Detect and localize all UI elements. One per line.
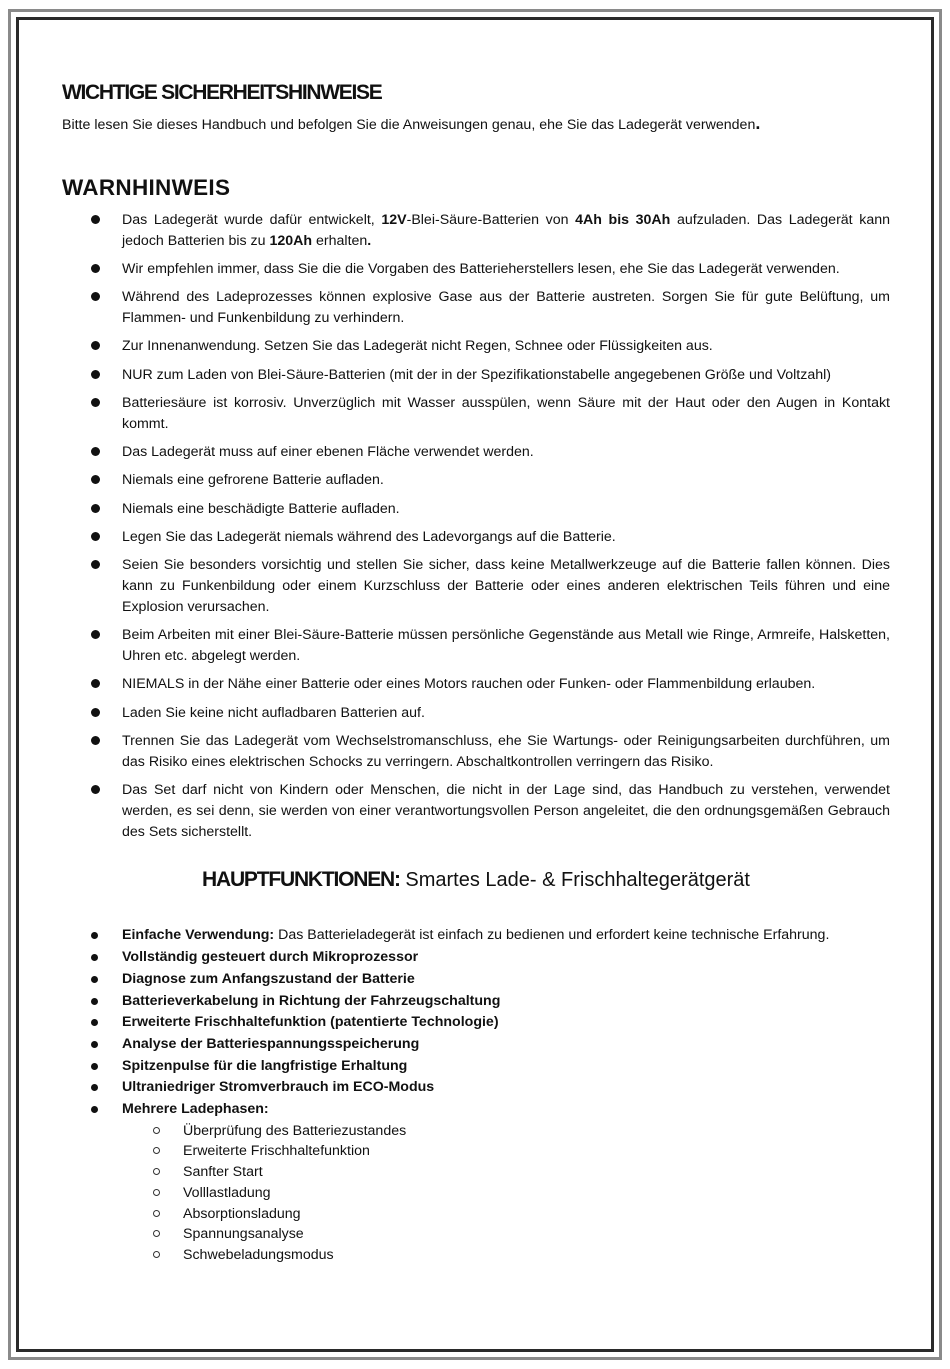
bullet-icon xyxy=(91,954,98,961)
bullet-icon xyxy=(91,932,98,939)
functions-title xyxy=(62,864,890,895)
list-item xyxy=(62,259,890,280)
list-item xyxy=(62,947,890,969)
list-item xyxy=(62,703,890,724)
warning-item-text: Batteriesäure ist korrosiv. Unverzüglich mit Wasser ausspülen, wenn Säure mit der Haut oder den Augen in Kontakt kommt. xyxy=(122,395,890,432)
bullet-icon xyxy=(91,708,100,717)
list-item xyxy=(62,1141,890,1162)
list-item xyxy=(62,1034,890,1056)
list-item xyxy=(62,287,890,329)
warning-title: WARNHINWEIS xyxy=(62,175,231,200)
phase-item-text: Schwebeladungsmodus xyxy=(183,1246,334,1263)
functions-list xyxy=(62,925,890,1265)
list-item xyxy=(62,1204,890,1225)
bullet-icon xyxy=(91,1063,98,1070)
phase-item-text: Sanfter Start xyxy=(183,1164,263,1181)
list-item xyxy=(62,555,890,617)
list-item xyxy=(62,731,890,773)
bullet-icon xyxy=(91,264,100,273)
circle-bullet-icon xyxy=(153,1189,160,1196)
function-item-text: Vollständig gesteuert durch Mikroprozessor xyxy=(122,949,419,966)
safety-title: WICHTIGE SICHERHEITSHINWEISE xyxy=(62,81,382,104)
circle-bullet-icon xyxy=(153,1168,160,1175)
bullet-icon xyxy=(91,1041,98,1048)
safety-intro-period: . xyxy=(755,113,761,133)
list-item xyxy=(62,470,890,491)
warning-item-text: Das Ladegerät muss auf einer ebenen Fläche verwendet werden. xyxy=(122,444,534,461)
phase-item-text: Überprüfung des Batteriezustandes xyxy=(183,1122,407,1139)
function-item-text: Ultraniedriger Stromverbrauch im ECO-Modus xyxy=(122,1079,435,1096)
bullet-icon xyxy=(91,1084,98,1091)
list-item xyxy=(62,1224,890,1245)
phase-item-text: Absorptionsladung xyxy=(183,1205,301,1222)
document-content xyxy=(62,80,890,1266)
circle-bullet-icon xyxy=(153,1230,160,1237)
warning-item-text: Zur Innenanwendung. Setzen Sie das Ladegerät nicht Regen, Schnee oder Flüssigkeiten aus. xyxy=(122,338,713,355)
function-first-rest: Das Batterieladegerät ist einfach zu bedienen und erfordert keine technische Erfahrung. xyxy=(274,927,830,944)
function-item-text: Erweiterte Frischhaltefunktion (patentierte Technologie) xyxy=(122,1014,499,1031)
warning-item-text: Trennen Sie das Ladegerät vom Wechselstromanschluss, ehe Sie Wartungs- oder Reinigungsarbeiten durchführen, um das Risiko eines elektrischen Schocks zu verringern. Abschaltkontrollen verringern das Risiko. xyxy=(122,732,890,770)
list-item xyxy=(62,780,890,842)
warning-item-text-g: erhalten xyxy=(312,232,368,249)
warning-item-text-a: Das Ladegerät wurde dafür entwickelt, xyxy=(122,212,382,228)
warning-item-text-c: -Blei-Säure-Batterien von xyxy=(406,212,576,228)
safety-intro-text: Bitte lesen Sie dieses Handbuch und befolgen Sie die Anweisungen genau, ehe Sie das Ladegerät verwenden xyxy=(62,117,756,133)
list-item xyxy=(62,1162,890,1183)
bullet-icon xyxy=(91,630,100,639)
list-item xyxy=(62,527,890,548)
warning-list xyxy=(62,210,890,842)
warning-item-text: Niemals eine gefrorene Batterie aufladen. xyxy=(122,472,384,489)
list-item xyxy=(62,1121,890,1142)
list-item xyxy=(62,991,890,1013)
function-item-text: Analyse der Batteriespannungsspeicherung xyxy=(122,1035,420,1052)
bullet-icon xyxy=(91,560,100,569)
list-item xyxy=(62,499,890,520)
phase-item-text: Spannungsanalyse xyxy=(183,1226,304,1243)
warning-item-text-e: aufzuladen. Das Ladegerät kann jedoch Batterien bis zu xyxy=(122,212,890,249)
bullet-icon xyxy=(91,1106,98,1113)
warning-item-text: Das Set darf nicht von Kindern oder Menschen, die nicht in der Lage sind, das Handbuch zu verstehen, verwendet werden, es sei denn, sie werden von einer verantwortungsvollen Person angeleitet, die den ordnungsgemäßen Gebrauch des Sets sicherstellt. xyxy=(122,782,890,840)
circle-bullet-icon xyxy=(153,1147,160,1154)
warning-item-text: Beim Arbeiten mit einer Blei-Säure-Batterie müssen persönliche Gegenstände aus Metall wie Ringe, Armreife, Halsketten, Uhren etc. abgelegt werden. xyxy=(122,627,890,665)
list-item xyxy=(62,210,890,252)
list-item xyxy=(62,1012,890,1034)
bullet-icon xyxy=(91,504,100,513)
phases-label: Mehrere Ladephasen: xyxy=(122,1101,269,1118)
bullet-icon xyxy=(91,341,100,350)
bullet-icon xyxy=(91,736,100,745)
bullet-icon xyxy=(91,679,100,688)
list-item xyxy=(62,1077,890,1099)
warning-item-text: Niemals eine beschädigte Batterie aufladen. xyxy=(122,500,400,517)
list-item xyxy=(62,674,890,695)
function-item-text: Batterieverkabelung in Richtung der Fahrzeugschaltung xyxy=(122,992,501,1009)
bullet-icon xyxy=(91,532,100,541)
list-item xyxy=(62,336,890,357)
warning-item-period: . xyxy=(367,232,372,249)
phase-item-text: Erweiterte Frischhaltefunktion xyxy=(183,1143,370,1160)
function-item-text: Spitzenpulse für die langfristige Erhaltung xyxy=(122,1057,408,1074)
bullet-icon xyxy=(91,370,100,379)
bullet-icon xyxy=(91,998,98,1005)
warning-item-capacity-range: 4Ah bis 30Ah xyxy=(575,212,671,228)
circle-bullet-icon xyxy=(153,1210,160,1217)
functions-title-rest: Smartes Lade- & Frischhaltegerätgerät xyxy=(399,869,750,892)
list-item xyxy=(62,925,890,947)
list-item xyxy=(62,1245,890,1266)
circle-bullet-icon xyxy=(153,1127,160,1134)
functions-title-bold: HAUPTFUNKTIONEN: xyxy=(202,868,400,892)
phase-item-text: Volllastladung xyxy=(183,1184,271,1201)
warning-item-text: NIEMALS in der Nähe einer Batterie oder eines Motors rauchen oder Funken- oder Flammenbildung erlauben. xyxy=(122,676,816,693)
list-item xyxy=(62,393,890,435)
warning-item-text: Wir empfehlen immer, dass Sie die die Vorgaben des Batterieherstellers lesen, ehe Sie das Ladegerät verwenden. xyxy=(122,261,840,278)
bullet-icon xyxy=(91,292,100,301)
list-item xyxy=(62,1099,890,1266)
list-item xyxy=(62,1056,890,1078)
warning-item-max-capacity: 120Ah xyxy=(269,232,313,249)
warning-item-text: NUR zum Laden von Blei-Säure-Batterien (mit der in der Spezifikationstabelle angegebenen Größe und Voltzahl) xyxy=(122,366,831,383)
function-first-bold: Einfache Verwendung: xyxy=(122,927,275,944)
function-item-text: Diagnose zum Anfangszustand der Batterie xyxy=(122,970,415,987)
warning-item-text: Legen Sie das Ladegerät niemals während des Ladevorgangs auf die Batterie. xyxy=(122,529,616,546)
bullet-icon xyxy=(91,1019,98,1026)
warning-item-text: Seien Sie besonders vorsichtig und stellen Sie sicher, dass keine Metallwerkzeuge auf die Batterie fallen können. Dies kann zu Funkenbildung oder einem Kurzschluss der Batterie oder eines anderen elektrischen Teils führen und eine Explosion verursachen. xyxy=(122,557,890,615)
safety-intro xyxy=(62,114,890,134)
bullet-icon xyxy=(91,215,100,224)
list-item xyxy=(62,1183,890,1204)
list-item xyxy=(62,625,890,667)
bullet-icon xyxy=(91,785,100,794)
circle-bullet-icon xyxy=(153,1251,160,1258)
list-item xyxy=(62,442,890,463)
warning-item-text: Während des Ladeprozesses können explosive Gase aus der Batterie austreten. Sorgen Sie für gute Belüftung, um Flammen- und Funkenbildung zu verhindern. xyxy=(122,289,890,327)
bullet-icon xyxy=(91,475,100,484)
list-item xyxy=(62,969,890,991)
bullet-icon xyxy=(91,398,100,407)
warning-item-voltage: 12V xyxy=(381,212,407,228)
list-item xyxy=(62,365,890,386)
phases-list xyxy=(122,1121,890,1266)
bullet-icon xyxy=(91,976,98,983)
bullet-icon xyxy=(91,447,100,456)
warning-item-text: Laden Sie keine nicht aufladbaren Batterien auf. xyxy=(122,704,425,721)
